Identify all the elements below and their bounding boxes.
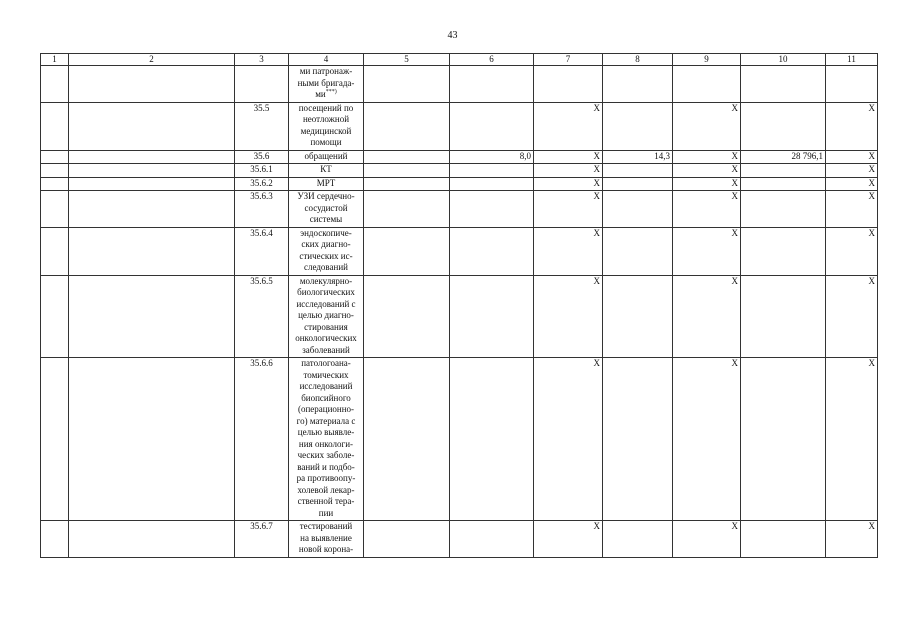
cell-col-10: [741, 521, 826, 558]
cell-col-9: X: [673, 164, 741, 178]
cell-col-2: [69, 102, 235, 150]
row-code: [235, 66, 289, 103]
cell-col-1: [41, 177, 69, 191]
cell-col-7: X: [534, 164, 603, 178]
cell-col-5: [364, 150, 450, 164]
cell-col-11: X: [826, 102, 878, 150]
row-name: [289, 275, 364, 358]
row-name-line: ческих заболе-: [297, 450, 355, 460]
cell-col-9: X: [673, 102, 741, 150]
cell-col-1: [41, 521, 69, 558]
row-name-line: ваний и подбо-: [297, 461, 355, 472]
column-header-7: 7: [534, 54, 603, 66]
row-name-line: стических ис-: [299, 250, 353, 261]
row-name-line: молекулярно-: [299, 275, 353, 286]
cell-col-10: [741, 66, 826, 103]
row-name-line: холевой лекар-: [297, 484, 355, 495]
cell-col-6: [450, 164, 534, 178]
row-name: [289, 191, 364, 228]
cell-col-5: [364, 358, 450, 521]
cell-col-11: X: [826, 164, 878, 178]
cell-col-6: [450, 358, 534, 521]
row-code: 35.6.6: [235, 358, 289, 521]
row-name: [289, 358, 364, 521]
row-name: [289, 227, 364, 275]
cell-col-2: [69, 358, 235, 521]
cell-col-10: [741, 275, 826, 358]
row-code: 35.6: [235, 150, 289, 164]
column-header-8: 8: [603, 54, 673, 66]
cell-col-5: [364, 66, 450, 103]
row-name-line: онкологических: [295, 333, 357, 343]
row-name-line: целью диагно-: [298, 310, 354, 320]
cell-col-10: 28 796,1: [741, 150, 826, 164]
row-code: 35.6.1: [235, 164, 289, 178]
row-name-line: КТ: [320, 164, 332, 174]
column-header-11: 11: [826, 54, 878, 66]
cell-col-2: [69, 227, 235, 275]
cell-col-11: X: [826, 521, 878, 558]
row-name: [289, 177, 364, 191]
row-name-line: биопсийного: [301, 392, 351, 403]
cell-col-2: [69, 164, 235, 178]
cell-col-8: [603, 66, 673, 103]
cell-col-2: [69, 177, 235, 191]
row-name: [289, 150, 364, 164]
row-name-line: (операционно-: [297, 404, 355, 414]
cell-col-8: [603, 164, 673, 178]
page-number: 43: [447, 30, 458, 41]
column-header-2: 2: [69, 54, 235, 66]
row-name: [289, 521, 364, 558]
cell-col-1: [41, 66, 69, 103]
row-name: [289, 66, 364, 103]
footnote-marker: ***): [325, 89, 337, 95]
row-code: 35.5: [235, 102, 289, 150]
table-row: [41, 150, 878, 164]
cell-col-6: [450, 66, 534, 103]
row-code: 35.6.2: [235, 177, 289, 191]
cell-col-7: X: [534, 191, 603, 228]
row-name-line: целью выявле-: [297, 427, 355, 437]
row-name-line: на выявление: [300, 532, 352, 543]
cell-col-7: X: [534, 521, 603, 558]
cell-col-5: [364, 227, 450, 275]
cell-col-8: [603, 102, 673, 150]
row-name-line: ми патронаж-: [299, 66, 353, 76]
cell-col-7: [534, 66, 603, 103]
cell-col-2: [69, 521, 235, 558]
column-header-1: 1: [41, 54, 69, 66]
cell-col-6: [450, 102, 534, 150]
cell-col-10: [741, 177, 826, 191]
cell-col-10: [741, 227, 826, 275]
column-header-9: 9: [673, 54, 741, 66]
row-name-line: го) материала с: [296, 415, 356, 426]
row-name-line: помощи: [310, 137, 342, 147]
cell-col-8: [603, 521, 673, 558]
row-name-line: заболеваний: [302, 344, 350, 355]
row-name-line: системы: [309, 214, 343, 224]
cell-col-5: [364, 102, 450, 150]
cell-col-8: [603, 227, 673, 275]
row-code: 35.6.7: [235, 521, 289, 558]
row-name-line: ских диагно-: [301, 239, 351, 249]
column-header-3: 3: [235, 54, 289, 66]
table-row: [41, 521, 878, 558]
row-name-line: посещений по: [298, 102, 354, 113]
cell-col-6: [450, 177, 534, 191]
row-name-line: ния онкологи-: [298, 438, 354, 449]
cell-col-10: [741, 358, 826, 521]
cell-col-8: [603, 358, 673, 521]
cell-col-10: [741, 102, 826, 150]
table-row: [41, 275, 878, 358]
column-header-10: 10: [741, 54, 826, 66]
cell-col-7: X: [534, 275, 603, 358]
cell-col-8: [603, 191, 673, 228]
row-name-line: неотложной: [302, 114, 350, 124]
cell-col-7: X: [534, 358, 603, 521]
cell-col-9: X: [673, 177, 741, 191]
cell-col-5: [364, 521, 450, 558]
row-code: 35.6.4: [235, 227, 289, 275]
cell-col-8: [603, 275, 673, 358]
row-name-line: ными бригада-: [297, 77, 355, 88]
cell-col-1: [41, 102, 69, 150]
cell-col-2: [69, 275, 235, 358]
table-row: [41, 358, 878, 521]
table-row: [41, 66, 878, 103]
cell-col-10: [741, 164, 826, 178]
cell-col-6: [450, 275, 534, 358]
cell-col-9: X: [673, 275, 741, 358]
column-header-6: 6: [450, 54, 534, 66]
row-name-line: ми***): [315, 89, 337, 99]
row-name-line: стирования: [304, 321, 348, 332]
cell-col-11: X: [826, 227, 878, 275]
cell-col-11: X: [826, 191, 878, 228]
row-name-line: биологических: [297, 287, 355, 297]
cell-col-9: X: [673, 150, 741, 164]
cell-col-1: [41, 358, 69, 521]
table-row: [41, 227, 878, 275]
row-name-line: новой корона-: [298, 544, 354, 554]
row-name-line: ра противоопу-: [296, 473, 356, 483]
cell-col-9: X: [673, 227, 741, 275]
row-name-line: пии: [318, 507, 334, 518]
row-code: 35.6.3: [235, 191, 289, 228]
cell-col-10: [741, 191, 826, 228]
cell-col-6: 8,0: [450, 150, 534, 164]
cell-col-5: [364, 164, 450, 178]
row-name-line: исследований с: [296, 298, 356, 309]
cell-col-2: [69, 150, 235, 164]
cell-col-9: [673, 66, 741, 103]
cell-col-2: [69, 66, 235, 103]
row-name-line: исследований: [299, 381, 353, 391]
cell-col-2: [69, 191, 235, 228]
cell-col-5: [364, 275, 450, 358]
cell-col-5: [364, 177, 450, 191]
row-name-line: сосудистой: [304, 202, 348, 213]
cell-col-1: [41, 150, 69, 164]
cell-col-11: X: [826, 177, 878, 191]
table-row: [41, 177, 878, 191]
cell-col-7: X: [534, 177, 603, 191]
cell-col-8: 14,3: [603, 150, 673, 164]
cell-col-1: [41, 191, 69, 228]
cell-col-6: [450, 521, 534, 558]
cell-col-5: [364, 191, 450, 228]
row-name-line: эндоскопиче-: [300, 227, 352, 238]
row-name-line: обращений: [304, 150, 348, 161]
cell-col-9: X: [673, 191, 741, 228]
cell-col-11: [826, 66, 878, 103]
cell-col-11: X: [826, 358, 878, 521]
row-name-line: медицинской: [300, 125, 352, 136]
row-name: [289, 102, 364, 150]
row-name-line: следований: [303, 262, 348, 272]
row-name: [289, 164, 364, 178]
tariff-table: [40, 53, 878, 558]
cell-col-6: [450, 227, 534, 275]
cell-col-11: X: [826, 275, 878, 358]
cell-col-9: X: [673, 358, 741, 521]
cell-col-7: X: [534, 150, 603, 164]
table-row: [41, 102, 878, 150]
row-name-line: ственной тера-: [297, 496, 355, 506]
column-header-4: 4: [289, 54, 364, 66]
cell-col-11: X: [826, 150, 878, 164]
cell-col-1: [41, 164, 69, 178]
cell-col-1: [41, 275, 69, 358]
row-name-line: томических: [303, 369, 349, 380]
row-name-line: УЗИ сердечно-: [297, 191, 355, 201]
cell-col-7: X: [534, 227, 603, 275]
table-header: [41, 54, 878, 66]
cell-col-8: [603, 177, 673, 191]
row-name-line: патологоана-: [301, 358, 351, 368]
row-name-line: МРТ: [316, 177, 336, 188]
row-code: 35.6.5: [235, 275, 289, 358]
cell-col-7: X: [534, 102, 603, 150]
table-row: [41, 191, 878, 228]
column-header-5: 5: [364, 54, 450, 66]
table-body: [41, 66, 878, 558]
cell-col-9: X: [673, 521, 741, 558]
row-name-line: тестирований: [299, 521, 353, 531]
table-row: [41, 164, 878, 178]
cell-col-1: [41, 227, 69, 275]
cell-col-6: [450, 191, 534, 228]
